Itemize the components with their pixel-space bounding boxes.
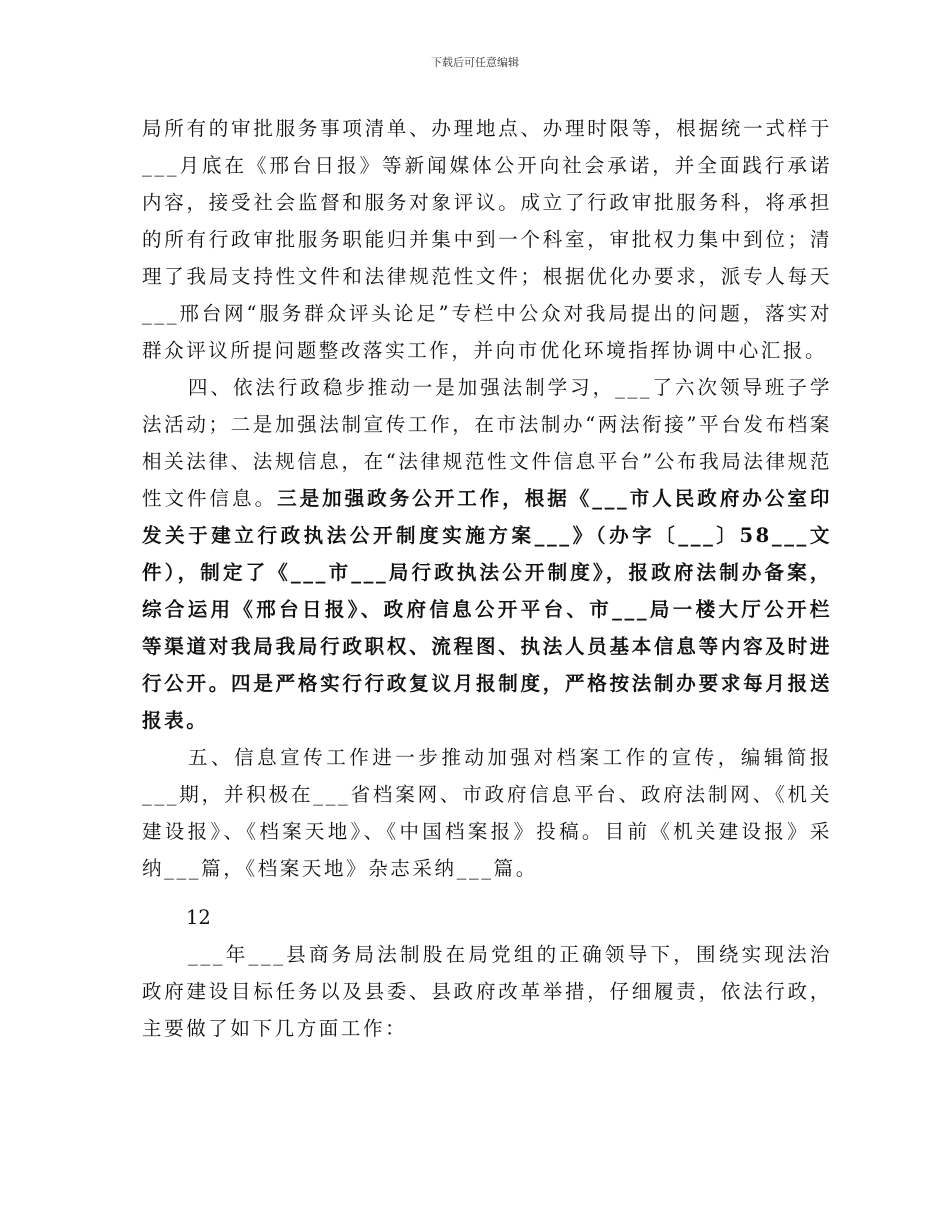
paragraph-commerce-bureau: ___年___县商务局法制股在局党组的正确领导下，围绕实现法治政府建设目标任务以及县委、县政府改革举措，仔细履责，依法行政，主要做了如下几方面工作： — [142, 943, 832, 1040]
page-header: 下载后可任意编辑 — [431, 56, 519, 69]
document-body — [142, 110, 832, 1047]
paragraph-approval-services: 局所有的审批服务事项清单、办理地点、办理时限等，根据统一式样于___月底在《邢台日报》等新闻媒体公开向社会承诺，并全面践行承诺内容，接受社会监督和服务对象评议。成立了行政审批服务科，将承担的所有行政审批服务职能归并集中到一个科室，审批权力集中到位；清理了我局支持性文件和法律规范性文件；根据优化办要求，派专人每天___邢台网“服务群众评头论足”专栏中公众对我局提出的问题，落实对群众评议所提问题整改落实工作，并向市优化环境指挥协调中心汇报。 — [142, 117, 832, 362]
paragraph-text-bold: 三是加强政务公开工作，根据《___市人民政府办公室印发关于建立行政执法公开制度实施方案___》（办字〔___〕58___文件），制定了《___市___局行政执法公开制度》，报政府法制办备案，综合运用《邢台日报》、政府信息公开平台、市___局一楼大厅公开栏等渠道对我局我局行政职权、流程图、执法人员基本信息等内容及时进行公开。四是严格实行行政复议月报制度，严格按法制办要求每月报送报表。 — [142, 487, 832, 732]
paragraph-information-publicity: 五、信息宣传工作进一步推动加强对档案工作的宣传，编辑简报___期，并积极在___省档案网、市政府信息平台、政府法制网、《机关建设报》、《档案天地》、《中国档案报》投稿。目前《机关建设报》采纳___篇，《档案天地》杂志采纳___篇。 — [142, 746, 832, 880]
paragraph-lawful-administration — [142, 369, 832, 739]
paragraph-text-normal: 四、依法行政稳步推动一是加强法制学习，___了六次领导班子学法活动；二是加强法制宣传工作，在市法制办“两法衔接”平台发布档案相关法律、法规信息，在“法律规范性文件信息平台”公布我局法律规范性文件信息。 — [142, 376, 832, 510]
section-number: 12 — [186, 906, 211, 929]
